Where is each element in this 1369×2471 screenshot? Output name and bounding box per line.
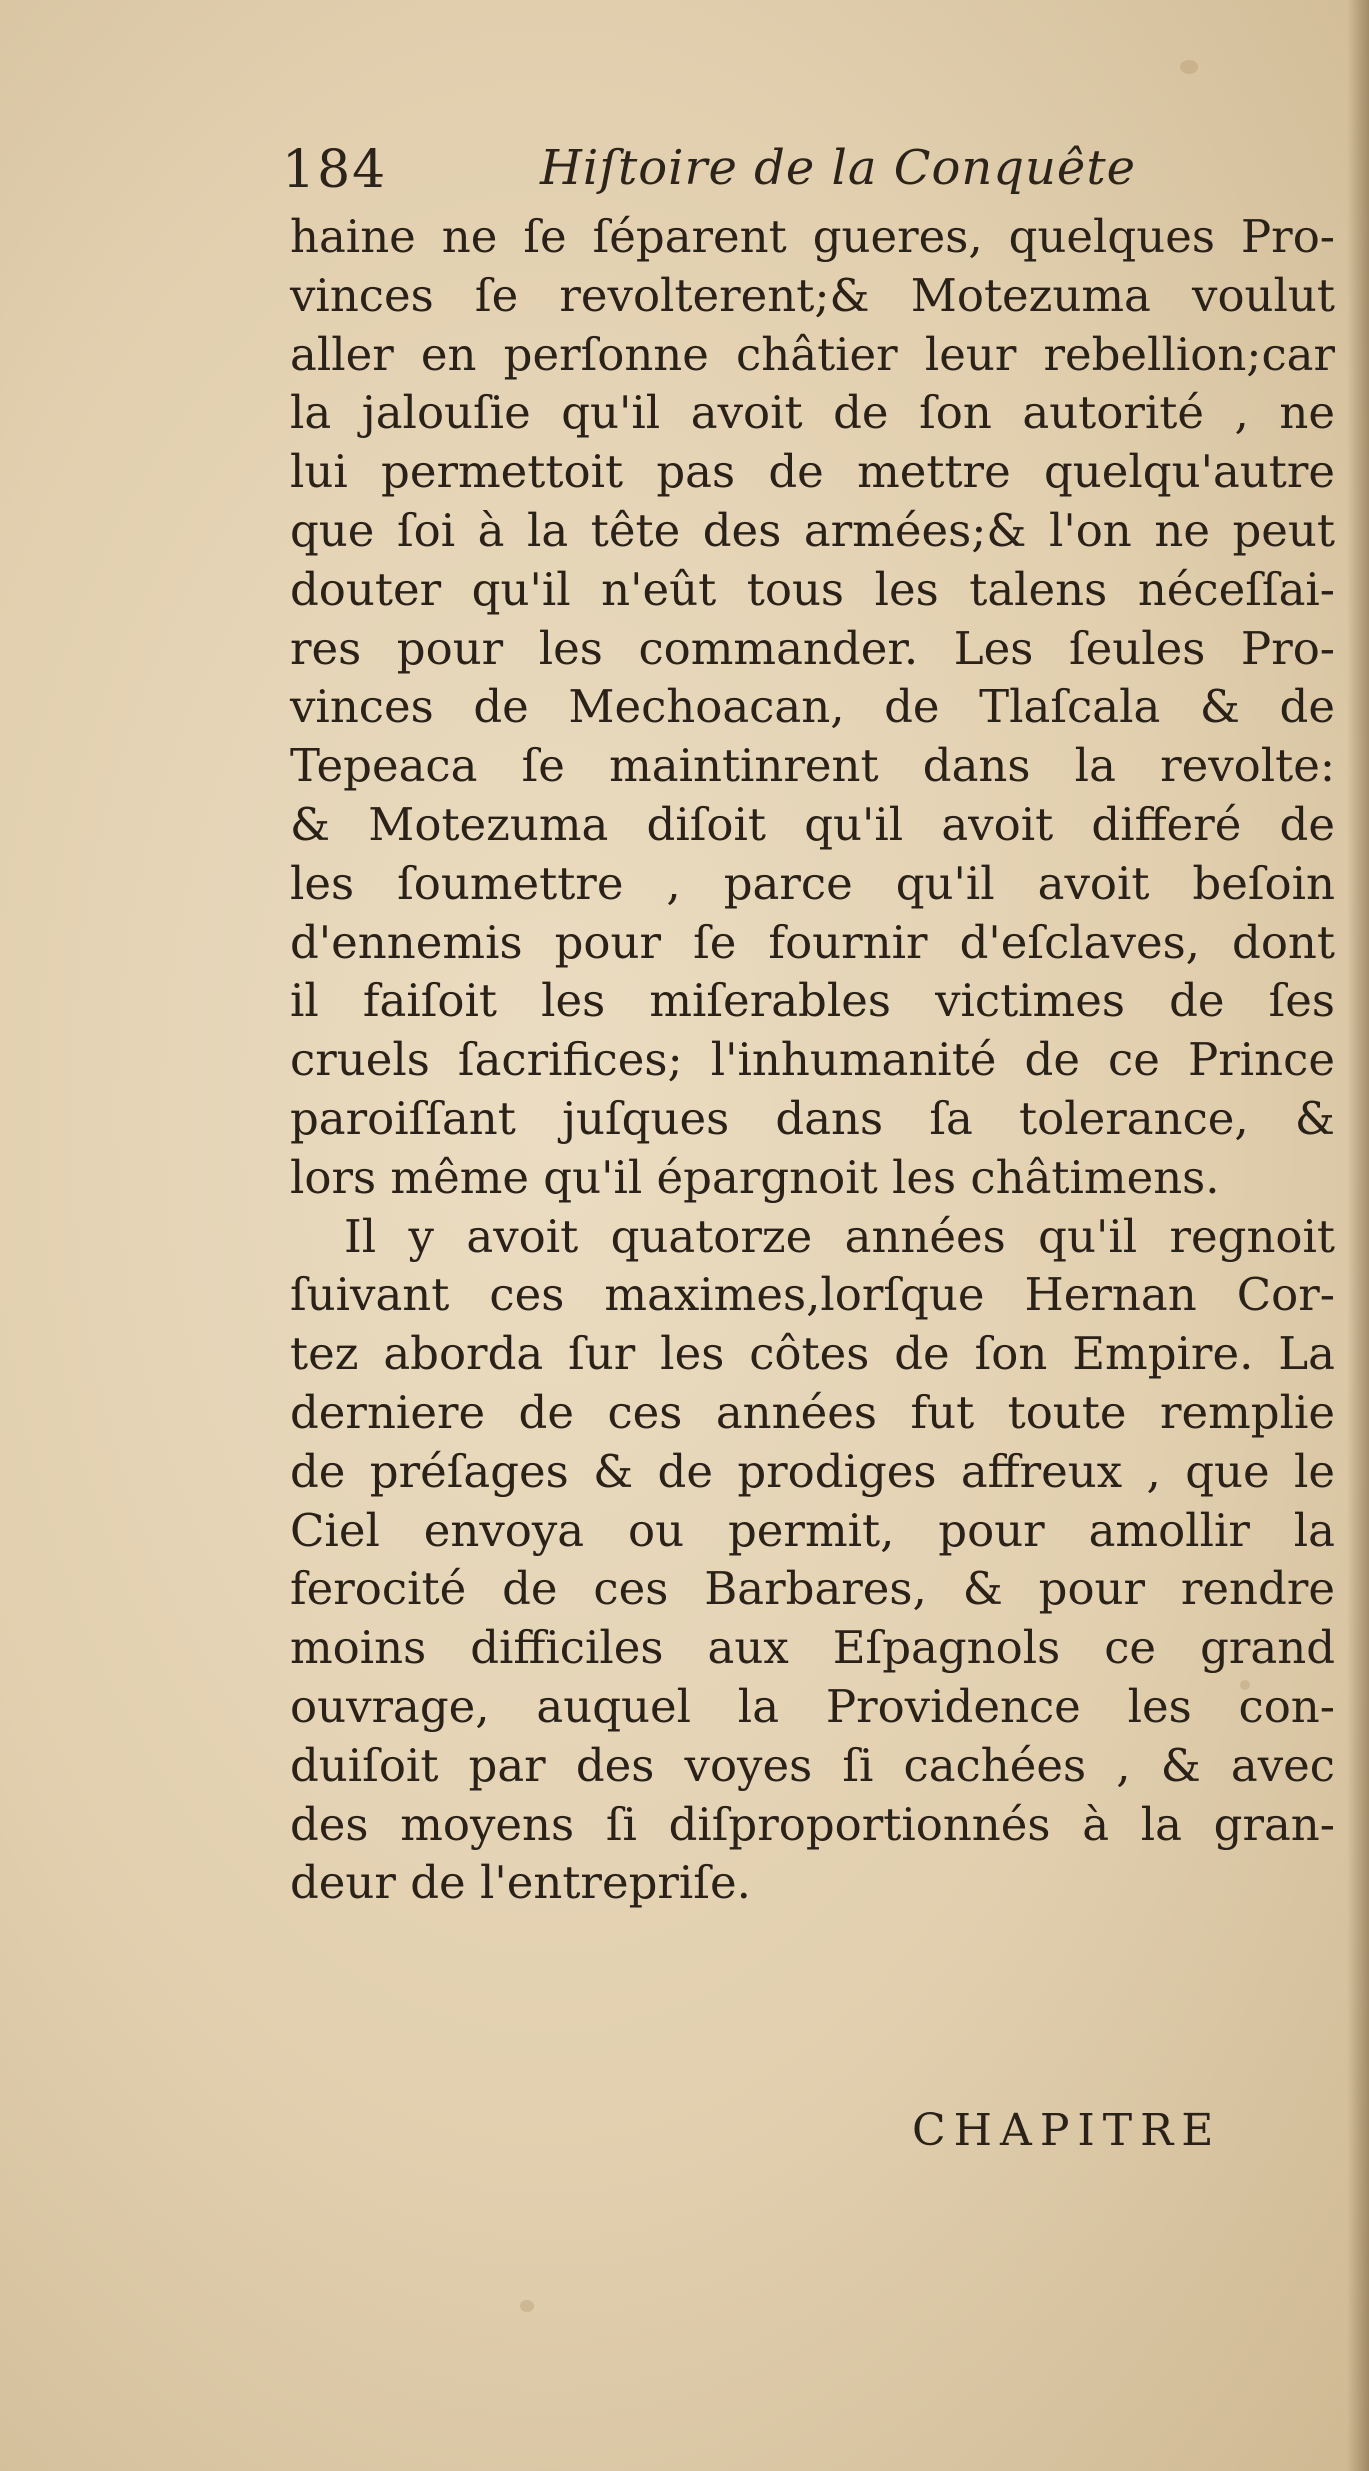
text-line: Il y avoit quatorze années qu'il regnoit — [344, 1209, 1335, 1263]
text-line: il faiſoit les miſerables victimes de ſes — [290, 974, 1335, 1028]
text-line: cruels ſacrifices; l'inhumanité de ce Prince — [290, 1033, 1335, 1087]
text-line: vinces ſe revolterent;& Motezuma voulut — [290, 268, 1335, 322]
text-line: paroiſſant juſques dans ſa tolerance, & — [290, 1091, 1335, 1145]
text-line: haine ne ſe ſéparent gueres, quelques Pro- — [290, 210, 1335, 263]
text-line: la jalouſie qu'il avoit de ſon autorité , ne — [290, 386, 1335, 440]
text-line: & Motezuma diſoit qu'il avoit differé de — [290, 797, 1335, 851]
text-line: les ſoumettre , parce qu'il avoit beſoin — [290, 856, 1335, 910]
text-line: deur de l'entrepriſe. — [290, 1856, 751, 1910]
text-line: Tepeaca ſe maintinrent dans la revolte: — [290, 739, 1335, 793]
text-line: aller en perſonne châtier leur rebellion;car — [290, 327, 1335, 381]
text-line: lui permettoit pas de mettre quelqu'autre — [290, 445, 1335, 499]
running-title: Hiſtoire de la Conquête — [540, 140, 1137, 196]
text-line: ſuivant ces maximes,lorſque Hernan Cor- — [290, 1268, 1335, 1322]
text-line: tez aborda ſur les côtes de ſon Empire. La — [290, 1327, 1335, 1381]
text-line: res pour les commander. Les ſeules Pro- — [290, 621, 1335, 675]
text-line: duiſoit par des voyes ſi cachées , & avec — [290, 1738, 1335, 1792]
page-edge-shadow — [1347, 0, 1369, 2471]
text-line: de préſages & de prodiges affreux , que le — [290, 1444, 1335, 1498]
foxing-spot — [520, 2300, 534, 2312]
text-line: des moyens ſi diſproportionnés à la gran- — [290, 1797, 1335, 1851]
text-line: ouvrage, auquel la Providence les con- — [290, 1679, 1335, 1733]
body-text — [290, 208, 1335, 1913]
text-line: douter qu'il n'eût tous les talens néceſſai- — [290, 562, 1335, 616]
text-line: Ciel envoya ou permit, pour amollir la — [290, 1503, 1335, 1557]
text-line: derniere de ces années fut toute remplie — [290, 1385, 1335, 1439]
page-number: 184 — [282, 140, 388, 200]
text-line: vinces de Mechoacan, de Tlaſcala & de — [290, 680, 1335, 734]
catchword: CHAPITRE — [912, 2105, 1222, 2156]
text-line: lors même qu'il épargnoit les châtimens. — [290, 1150, 1220, 1204]
text-line: que ſoi à la tête des armées;& l'on ne peut — [290, 503, 1335, 557]
foxing-spot — [1180, 60, 1198, 74]
text-line: ferocité de ces Barbares, & pour rendre — [290, 1562, 1335, 1616]
text-line: moins difficiles aux Eſpagnols ce grand — [290, 1621, 1335, 1675]
text-line: d'ennemis pour ſe fournir d'eſclaves, dont — [290, 915, 1335, 969]
